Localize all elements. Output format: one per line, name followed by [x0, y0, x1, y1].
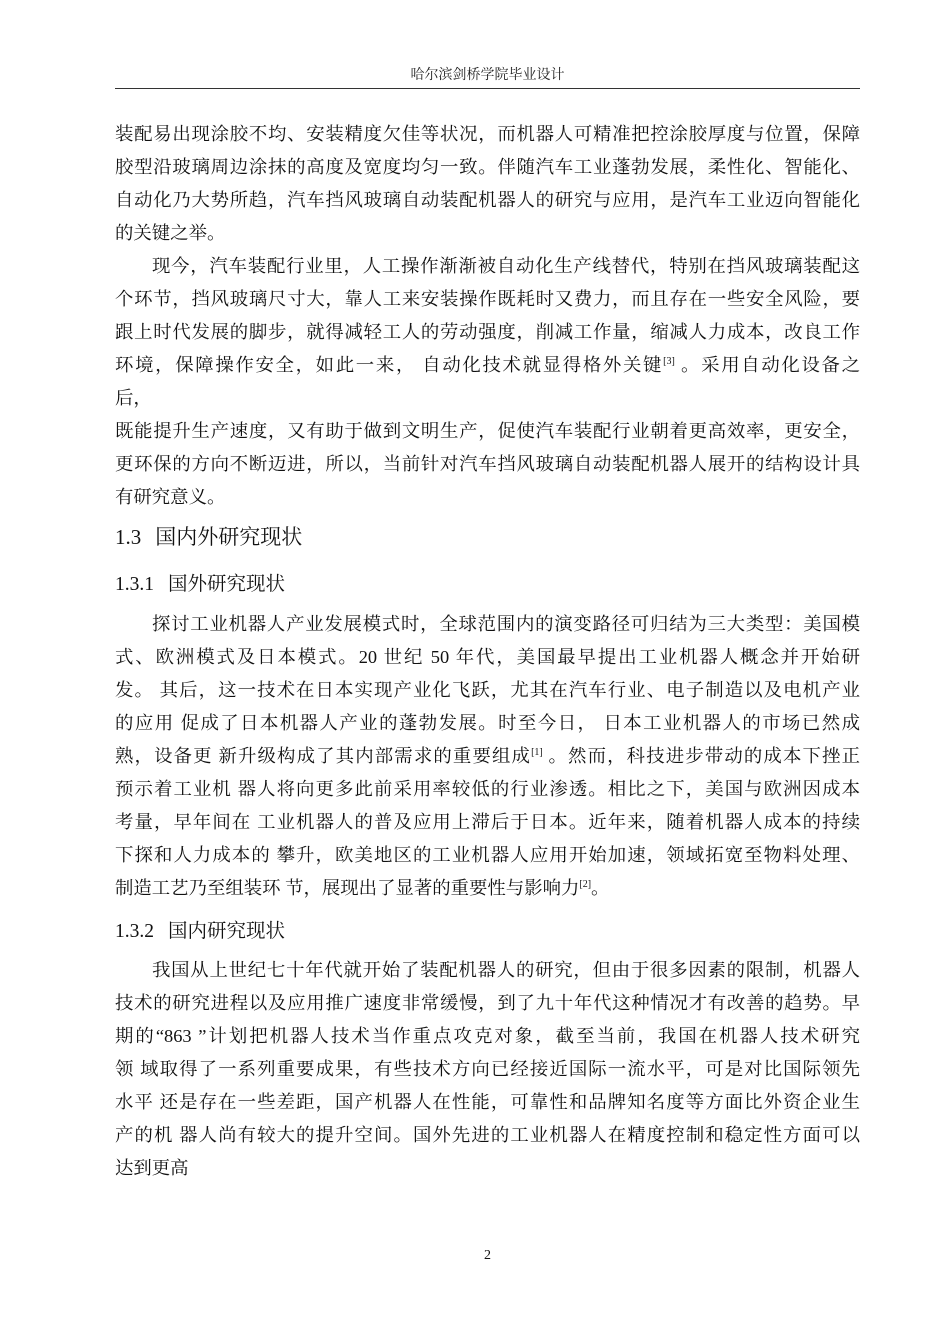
line-text: 考量，早年间在 工业机器人的普及应用上滞后于日本。近年来，随着机器人成本的持续: [115, 812, 860, 832]
line-text: 自动化乃大势所趋，汽车挡风玻璃自动装配机器人的研究与应用，是汽车工业迈向智能化: [115, 190, 860, 210]
line-text: 环境，保障操作安全，如此一来， 自动化技术就显得格外关键: [115, 355, 664, 375]
text-line: [115, 773, 860, 806]
citation-reference: [2]: [579, 879, 592, 890]
text-line: [115, 707, 860, 740]
line-text: 技术的研究进程以及应用推广速度非常缓慢，到了九十年代这种情况才有改善的趋势。早: [115, 993, 860, 1013]
paragraph-3: [115, 608, 860, 905]
text-line: [115, 674, 860, 707]
text-line: [115, 641, 860, 674]
text-line: [115, 151, 860, 184]
text-line: [115, 415, 860, 448]
text-line: [115, 217, 860, 250]
text-line: [115, 481, 860, 514]
line-text: 期的“863 ”计划把机器人技术当作重点攻克对象，截至当前，我国在机器人技术研究: [115, 1026, 860, 1046]
text-line: [115, 1086, 860, 1119]
section-number: 1.3: [115, 525, 142, 549]
section-title: 国内外研究现状: [155, 525, 303, 549]
citation-reference: [1]: [531, 747, 543, 758]
paragraph-2: [115, 250, 860, 514]
line-text: 下探和人力成本的 攀升，欧美地区的工业机器人应用开始加速，领域拓宽至物料处理、: [115, 845, 860, 865]
line-text: 个环节，挡风玻璃尺寸大，靠人工来安装操作既耗时又费力，而且存在一些安全风险，要: [115, 289, 860, 309]
line-text: 。采用自动化设备之: [674, 355, 860, 375]
page-number: 2: [484, 1248, 491, 1263]
text-line: [115, 382, 860, 415]
text-line: [115, 448, 860, 481]
section-title: 国外研究现状: [168, 574, 286, 595]
text-line: [115, 954, 860, 987]
text-line: [115, 1152, 860, 1185]
line-text: 有研究意义。: [115, 487, 226, 507]
section-number: 1.3.2: [115, 921, 154, 942]
line-text: 熟，设备更 新升级构成了其内部需求的重要组成: [115, 746, 532, 766]
line-text: 达到更高: [115, 1158, 189, 1178]
line-text: 跟上时代发展的脚步，就得减轻工人的劳动强度，削减工作量，缩减人力成本，改良工作: [115, 322, 860, 342]
line-text: 装配易出现涂胶不均、安装精度欠佳等状况，而机器人可精准把控涂胶厚度与位置，保障: [115, 124, 860, 144]
paragraph-1: [115, 118, 860, 250]
line-text: 。然而，科技进步带动的成本下挫正: [542, 746, 860, 766]
line-text: 制造工艺乃至组装环 节，展现出了显著的重要性与影响力: [115, 878, 580, 898]
text-line: [115, 118, 860, 151]
text-line: [115, 1020, 860, 1053]
text-line: [115, 283, 860, 316]
line-text: 式、欧洲模式及日本模式。20 世纪 50 年代，美国最早提出工业机器人概念并开始研: [115, 647, 860, 667]
text-line: [115, 872, 860, 905]
text-line: [115, 839, 860, 872]
line-text: 后，: [115, 388, 152, 408]
text-line: [115, 316, 860, 349]
line-text: 现今，汽车装配行业里，人工操作渐渐被自动化生产线替代，特别在挡风玻璃装配这: [152, 256, 860, 276]
text-line: [115, 184, 860, 217]
line-text: 领 域取得了一系列重要成果，有些技术方向已经接近国际一流水平，可是对比国际领先: [115, 1059, 860, 1079]
page-header: 哈尔滨剑桥学院毕业设计: [410, 68, 565, 83]
text-line: [115, 1053, 860, 1086]
header-rule: [115, 88, 860, 89]
line-text: 更环保的方向不断迈进，所以，当前针对汽车挡风玻璃自动装配机器人展开的结构设计具: [115, 454, 860, 474]
text-line: [115, 608, 860, 641]
section-title: 国内研究现状: [168, 921, 286, 942]
section-heading-1-3-1: [115, 568, 285, 596]
section-heading-1-3-2: [115, 915, 285, 943]
section-number: 1.3.1: [115, 574, 154, 595]
paragraph-4: [115, 954, 860, 1185]
section-heading-1-3: [115, 521, 302, 551]
text-line: [115, 349, 860, 382]
line-text: 发。 其后，这一技术在日本实现产业化飞跃，尤其在汽车行业、电子制造以及电机产业: [115, 680, 860, 700]
text-line: [115, 250, 860, 283]
line-text: 胶型沿玻璃周边涂抹的高度及宽度均匀一致。伴随汽车工业蓬勃发展，柔性化、智能化、: [115, 157, 860, 177]
text-line: [115, 806, 860, 839]
line-text: 探讨工业机器人产业发展模式时，全球范围内的演变路径可归结为三大类型：美国模: [152, 614, 860, 634]
line-text: 的应用 促成了日本机器人产业的蓬勃发展。时至今日， 日本工业机器人的市场已然成: [115, 713, 860, 733]
line-text: 。: [591, 878, 610, 898]
line-text: 水平 还是存在一些差距，国产机器人在性能，可靠性和品牌知名度等方面比外资企业生: [115, 1092, 860, 1112]
line-text: 的关键之举。: [115, 223, 226, 243]
line-text: 产的机 器人尚有较大的提升空间。国外先进的工业机器人在精度控制和稳定性方面可以: [115, 1125, 860, 1145]
citation-reference: [3]: [663, 356, 675, 367]
line-text: 我国从上世纪七十年代就开始了装配机器人的研究，但由于很多因素的限制，机器人: [152, 960, 860, 980]
text-line: [115, 740, 860, 773]
line-text: 既能提升生产速度，又有助于做到文明生产，促使汽车装配行业朝着更高效率，更安全，: [115, 421, 860, 441]
line-text: 预示着工业机 器人将向更多此前采用率较低的行业渗透。相比之下，美国与欧洲因成本: [115, 779, 860, 799]
text-line: [115, 1119, 860, 1152]
text-line: [115, 987, 860, 1020]
